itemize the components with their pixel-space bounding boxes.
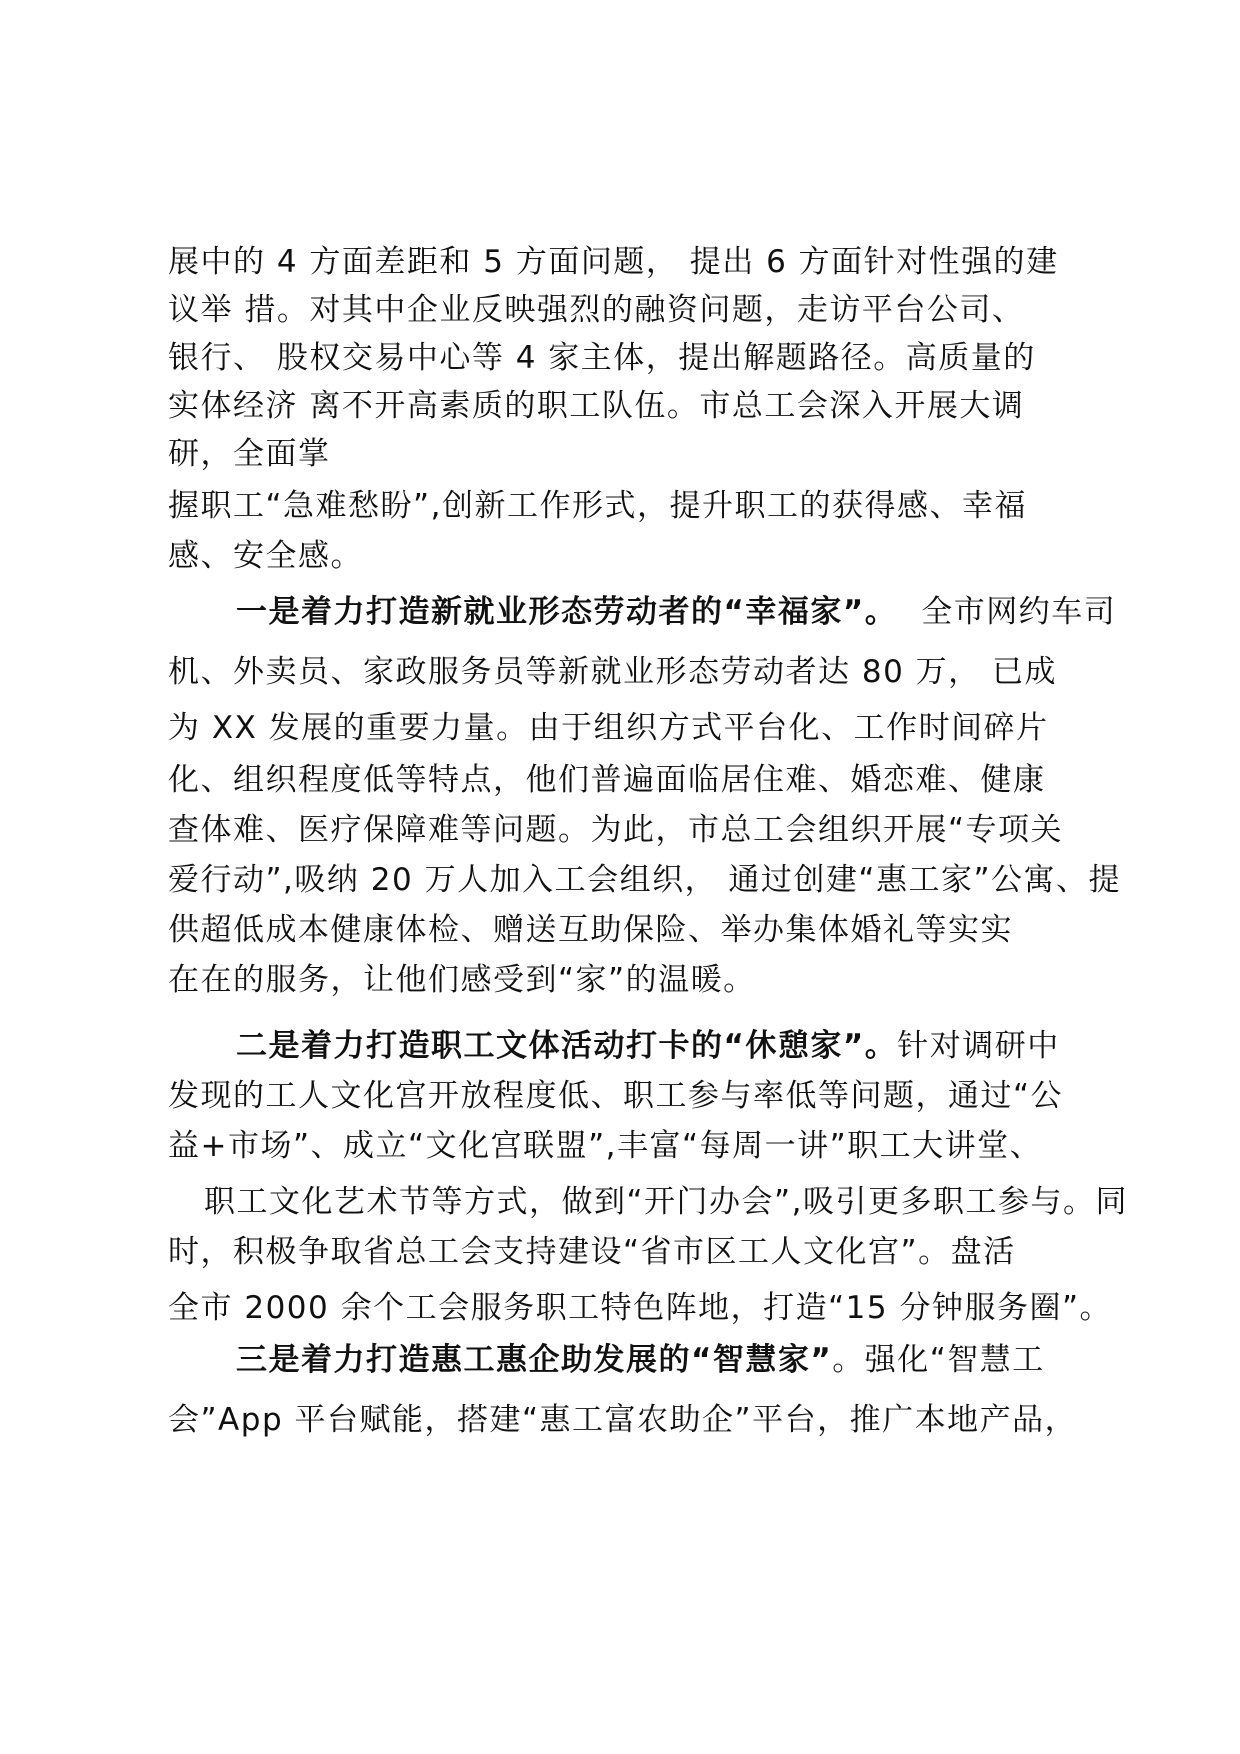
paragraph-2-lead: 针对调研中 [897,1028,1060,1064]
body-line: 查体难、医疗保障难等问题。为此，市总工会组织开展“专项关 [168,812,1064,848]
body-line: 爱行动”,吸纳 20 万人加入工会组织， 通过创建“惠工家”公寓、提 [168,862,1122,898]
paragraph-1-heading: 一是着力打造新就业形态劳动者的“幸福家”。 [236,594,898,630]
paragraph-3-first-line [236,1340,1045,1380]
body-line: 为 XX 发展的重要力量。由于组织方式平台化、工作时间碎片 [168,710,1049,746]
body-line: 时，积极争取省总工会支持建设“省市区工人文化宫”。盘活 [168,1234,1016,1270]
paragraph-3-heading: 三是着力打造惠工惠企助发展的“智慧家” [236,1342,833,1378]
paragraph-2-first-line [236,1026,1060,1066]
body-line: 感、安全感。 [168,538,363,574]
paragraph-1-lead: 全市网约车司 [921,594,1117,630]
body-line: 益+市场”、成立“文化宫联盟”,丰富“每周一讲”职工大讲堂、 [168,1128,1043,1164]
paragraph-2-heading: 二是着力打造职工文体活动打卡的“休憩家”。 [236,1028,898,1064]
body-line: 银行、 股权交易中心等 4 家主体，提出解题路径。高质量的 [168,340,1036,376]
body-line: 展中的 4 方面差距和 5 方面问题， 提出 6 方面针对性强的建 [168,244,1059,280]
body-line: 议举 措。对其中企业反映强烈的融资问题，走访平台公司、 [168,292,1025,328]
body-line: 在在的服务，让他们感受到“家”的温暖。 [168,962,756,998]
body-line: 研，全面掌 [168,436,331,472]
body-line: 供超低成本健康体检、赠送互助保险、举办集体婚礼等实实 [168,912,1013,948]
body-line: 化、组织程度低等特点，他们普遍面临居住难、婚恋难、健康 [168,762,1046,798]
body-line: 全市 2000 余个工会服务职工特色阵地，打造“15 分钟服务圈”。 [168,1290,1113,1326]
paragraph-3-lead: 。强化“智慧工 [832,1342,1045,1378]
body-line: 发现的工人文化宫开放程度低、职工参与率低等问题，通过“公 [168,1078,1064,1114]
body-line: 握职工“急难愁盼”,创新工作形式，提升职工的获得感、幸福 [168,488,1027,524]
body-line: 会”App 平台赋能，搭建“惠工富农助企”平台，推广本地产品， [168,1402,1078,1438]
body-line: 机、外卖员、家政服务员等新就业形态劳动者达 80 万， 已成 [168,654,1058,690]
body-line: 职工文化艺术节等方式，做到“开门办会”,吸引更多职工参与。同 [204,1184,1128,1220]
paragraph-1-first-line [236,592,1116,632]
body-line: 实体经济 离不开高素质的职工队伍。市总工会深入开展大调 [168,388,1025,424]
